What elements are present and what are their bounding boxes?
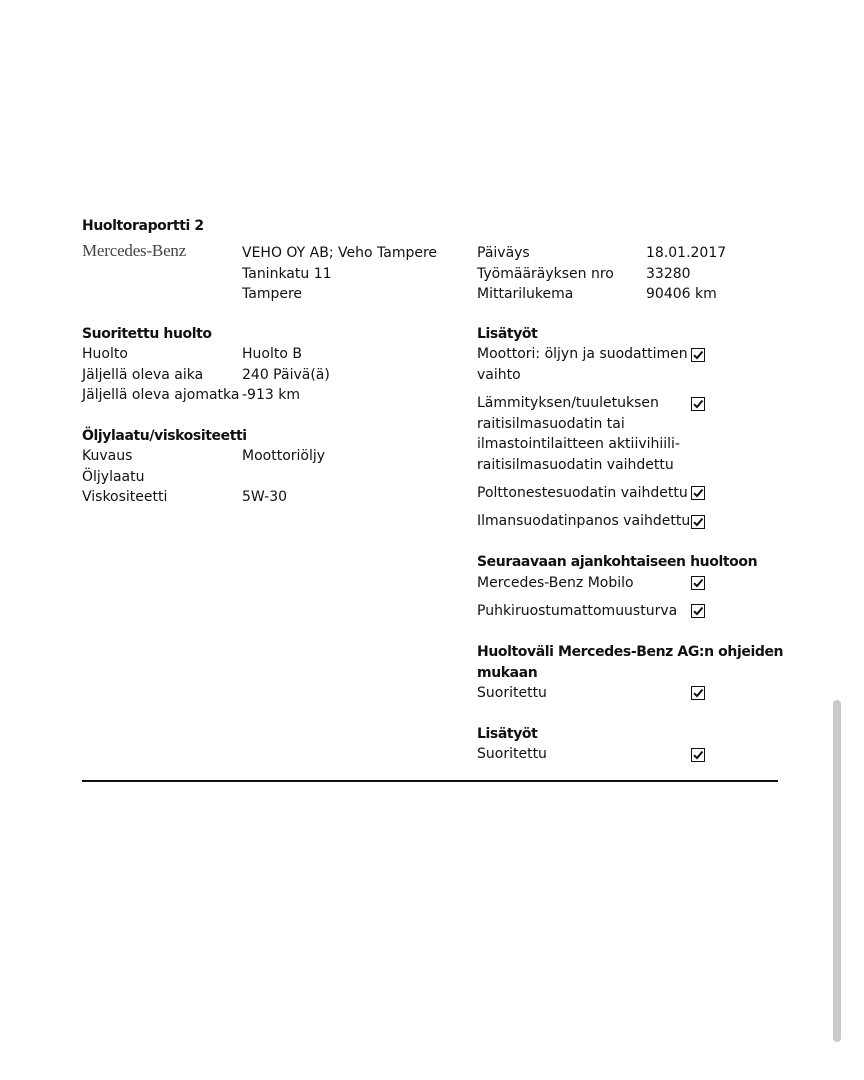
checkbox-cabin-filter[interactable] xyxy=(691,397,705,411)
extras-item-air-filter xyxy=(477,511,690,532)
dealer-address xyxy=(242,243,437,305)
service-heading: Suoritettu huolto xyxy=(82,326,212,342)
service-labels xyxy=(82,344,239,406)
service-type-label: Huolto xyxy=(82,346,128,362)
interval-heading-line: Huoltoväli Mercedes-Benz AG:n ohjeiden xyxy=(477,644,784,660)
report-title: Huoltoraportti 2 xyxy=(82,218,204,234)
dealer-name: VEHO OY AB; Veho Tampere xyxy=(242,245,438,261)
next-service-mobilo-label: Mercedes-Benz Mobilo xyxy=(477,575,634,591)
check-icon xyxy=(692,516,704,528)
extras-item-label-line: raitisilmasuodatin tai xyxy=(477,415,625,432)
oil-labels xyxy=(82,446,167,508)
check-icon xyxy=(692,349,704,361)
checkbox-rust-guarantee[interactable] xyxy=(691,604,705,618)
meta-values xyxy=(646,243,726,305)
mercedes-benz-logo: Mercedes-Benz xyxy=(82,241,187,260)
check-icon xyxy=(692,687,704,699)
oil-quality-value xyxy=(242,467,325,488)
extras-item-cabin-filter xyxy=(477,393,680,475)
odometer-label: Mittarilukema xyxy=(477,286,574,302)
oil-description-value: Moottoriöljy xyxy=(242,448,326,464)
checkbox-extras2-done[interactable] xyxy=(691,748,705,762)
interval-heading xyxy=(477,642,783,683)
extras-item-label-line: Polttonestesuodatin vaihdettu xyxy=(477,485,688,501)
oil-heading: Öljylaatu/viskositeetti xyxy=(82,428,247,444)
order-label: Työmääräyksen nro xyxy=(477,265,614,282)
extras-heading: Lisätyöt xyxy=(477,326,538,342)
check-icon xyxy=(692,487,704,499)
oil-quality-label: Öljylaatu xyxy=(82,468,145,485)
remaining-time-label: Jäljellä oleva aika xyxy=(82,366,204,383)
check-icon xyxy=(692,605,704,617)
extras-item-label-line: Ilmansuodatinpanos vaihdettu xyxy=(477,513,691,529)
oil-description-label: Kuvaus xyxy=(82,448,133,464)
checkbox-mobilo[interactable] xyxy=(691,576,705,590)
date-value: 18.01.2017 xyxy=(646,245,727,261)
extras-item-label-line: vaihto xyxy=(477,366,521,383)
checkbox-interval-done[interactable] xyxy=(691,686,705,700)
check-icon xyxy=(692,398,704,410)
checkbox-air-filter[interactable] xyxy=(691,515,705,529)
extras-item-label-line: ilmastointilaitteen aktiivihiili- xyxy=(477,436,680,452)
next-service-rust-label: Puhkiruostumattomuusturva xyxy=(477,603,678,619)
extras-item-label-line: Moottori: öljyn ja suodattimen xyxy=(477,346,688,362)
next-service-heading: Seuraavaan ajankohtaiseen huoltoon xyxy=(477,554,758,570)
extras-item-fuel-filter xyxy=(477,483,688,504)
order-value: 33280 xyxy=(646,265,691,282)
checkbox-oil-change[interactable] xyxy=(691,348,705,362)
oil-viscosity-value: 5W-30 xyxy=(242,489,288,505)
dealer-street: Taninkatu 11 xyxy=(242,265,332,282)
extras2-heading: Lisätyöt xyxy=(477,726,538,742)
oil-values xyxy=(242,446,325,508)
remaining-distance-value: -913 km xyxy=(242,387,300,403)
scrollbar-thumb[interactable] xyxy=(833,700,841,1042)
service-values xyxy=(242,344,330,406)
checkbox-fuel-filter[interactable] xyxy=(691,486,705,500)
remaining-distance-label: Jäljellä oleva ajomatka xyxy=(82,387,240,403)
extras-item-label-line: Lämmityksen/tuuletuksen xyxy=(477,395,659,411)
dealer-city: Tampere xyxy=(242,286,303,302)
service-type-value: Huolto B xyxy=(242,346,302,362)
meta-labels xyxy=(477,243,614,305)
remaining-time-value: 240 Päivä(ä) xyxy=(242,366,330,383)
odometer-value: 90406 km xyxy=(646,286,717,302)
check-icon xyxy=(692,749,704,761)
oil-viscosity-label: Viskositeetti xyxy=(82,489,168,505)
extras-item-label-line: raitisilmasuodatin vaihdettu xyxy=(477,456,674,473)
date-label: Päiväys xyxy=(477,245,530,261)
section-divider xyxy=(82,780,778,782)
interval-item-label: Suoritettu xyxy=(477,685,547,701)
extras-item-oil-change xyxy=(477,344,688,385)
extras2-item-label: Suoritettu xyxy=(477,746,547,762)
interval-heading-line: mukaan xyxy=(477,664,538,681)
check-icon xyxy=(692,577,704,589)
